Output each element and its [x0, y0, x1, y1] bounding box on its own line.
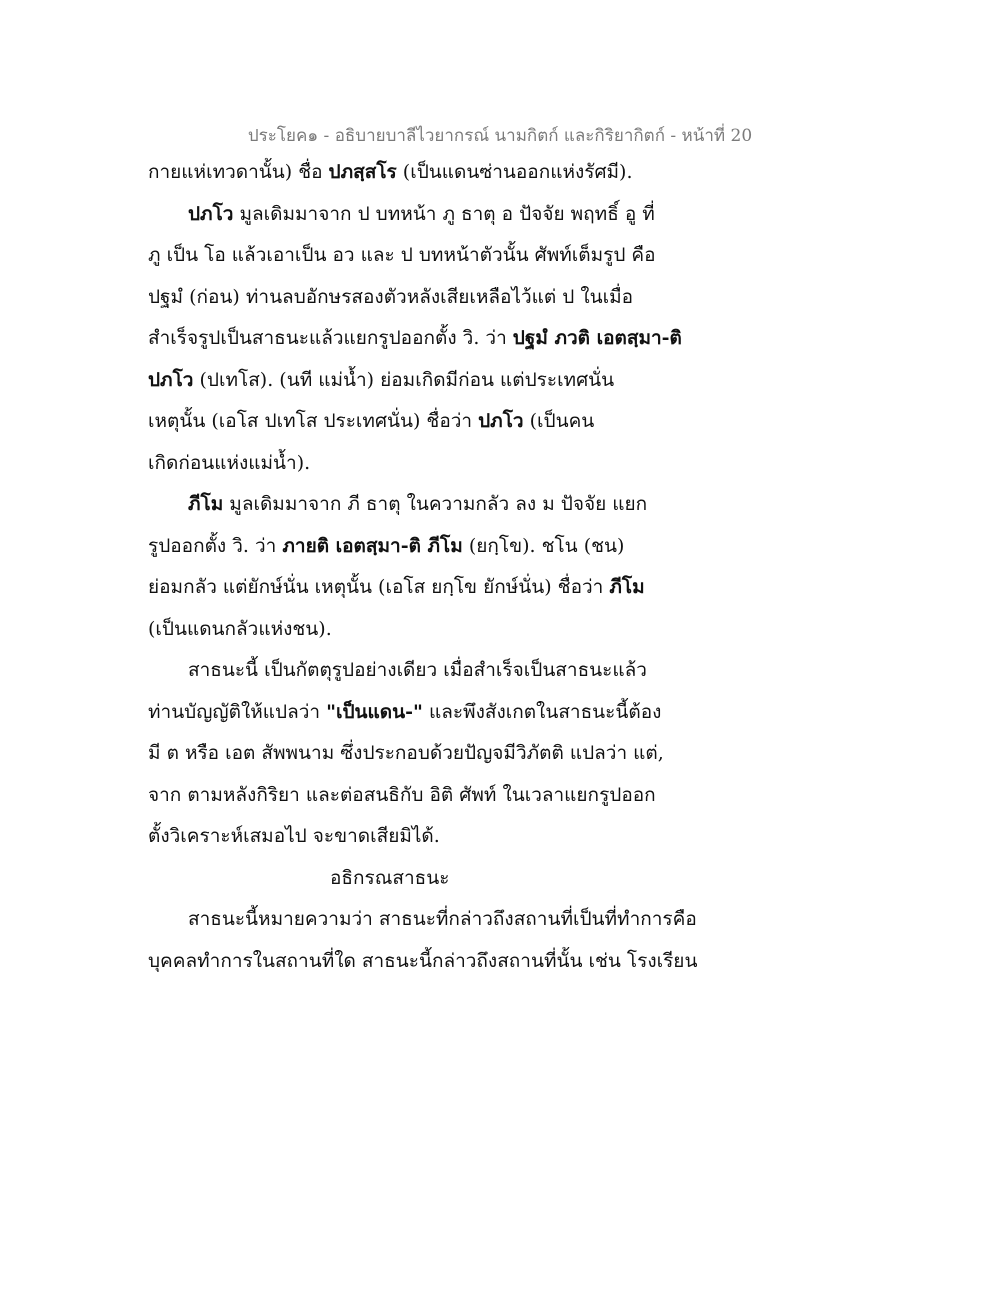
text-line: กายแห่เทวดานั้น) ชื่อ ปภสฺสโร (เป็นแดนซ่านออกแห่งรัศมี). [148, 161, 633, 183]
quoted-term: "เป็นแดน-" [326, 700, 423, 723]
text-line: บุคคลทำการในสถานที่ใด สาธนะนี้กล่าวถึงสถานที่นั้น เช่น โรงเรียน [148, 949, 698, 972]
pali-term: ภีโม [609, 576, 645, 598]
pali-term: ปภสฺสโร [328, 161, 397, 183]
text-line: ตั้งวิเคราะห์เสมอไป จะขาดเสียมิได้. [148, 825, 440, 847]
text-line: เกิดก่อนแห่งแม่น้ำ). [148, 451, 311, 474]
paragraph-start: ภีโม มูลเดิมมาจาก ภี ธาตุ ในความกลัว ลง ม ปัจจัย แยก [188, 493, 648, 515]
pali-term: ปภโว [148, 368, 194, 391]
text-line: ปภโว (ปเทโส). (นที แม่น้ำ) ย่อมเกิดมีก่อน แต่ประเทศนั่น [148, 368, 615, 391]
text-line: (เป็นแดนกลัวแห่งชน). [148, 617, 332, 640]
pali-term: ปภโว [478, 410, 524, 432]
paragraph-start: สาธนะนี้หมายความว่า สาธนะที่กล่าวถึงสถานที่เป็นที่ทำการคือ [188, 908, 697, 930]
text-line: สำเร็จรูปเป็นสาธนะแล้วแยกรูปออกตั้ง วิ. ว่า ปฐมํ ภวติ เอตสฺมา-ติ [148, 327, 682, 349]
paragraph-start: ปภโว มูลเดิมมาจาก ป บทหน้า ภู ธาตุ อ ปัจจัย พฤทธิ์ อู ที่ [188, 202, 655, 225]
body-text [148, 152, 868, 982]
pali-term: ปฐมํ ภวติ เอตสฺมา-ติ [512, 327, 682, 349]
pali-term: ปภโว [188, 202, 234, 225]
paragraph-start: สาธนะนี้ เป็นกัตตุรูปอย่างเดียว เมื่อสำเร็จเป็นสาธนะแล้ว [188, 659, 647, 681]
text-line: มี ต หรือ เอต สัพพนาม ซึ่งประกอบด้วยปัญจมีวิภัตติ แปลว่า แต่, [148, 742, 664, 764]
text-line: ย่อมกลัว แต่ยักษ์นั่น เหตุนั้น (เอโส ยกฺโข ยักษ์นั่น) ชื่อว่า ภีโม [148, 576, 645, 598]
pali-term: ภายติ เอตสฺมา-ติ ภีโม [282, 534, 463, 557]
text-line: เหตุนั้น (เอโส ปเทโส ประเทศนั่น) ชื่อว่า ปภโว (เป็นคน [148, 410, 595, 432]
text-line: ท่านบัญญัติให้แปลว่า "เป็นแดน-" และพึงสังเกตในสาธนะนี้ต้อง [148, 700, 662, 723]
text-line: จาก ตามหลังกิริยา และต่อสนธิกับ อิติ ศัพท์ ในเวลาแยกรูปออก [148, 783, 656, 806]
text-line: รูปออกตั้ง วิ. ว่า ภายติ เอตสฺมา-ติ ภีโม (ยกฺโข). ชโน (ชน) [148, 534, 625, 557]
running-head: ประโยค๑ - อธิบายบาลีไวยากรณ์ นามกิตก์ และกิริยากิตก์ - หน้าที่ 20 [247, 126, 753, 146]
pali-term: ภีโม [188, 493, 224, 515]
section-heading: อธิกรณสาธนะ [330, 866, 450, 889]
text-line: ภู เป็น โอ แล้วเอาเป็น อว และ ป บทหน้าตัวนั้น ศัพท์เต็มรูป คือ [148, 244, 656, 266]
text-line: ปฐมํ (ก่อน) ท่านลบอักษรสองตัวหลังเสียเหลือไว้แต่ ป ในเมื่อ [148, 285, 634, 308]
